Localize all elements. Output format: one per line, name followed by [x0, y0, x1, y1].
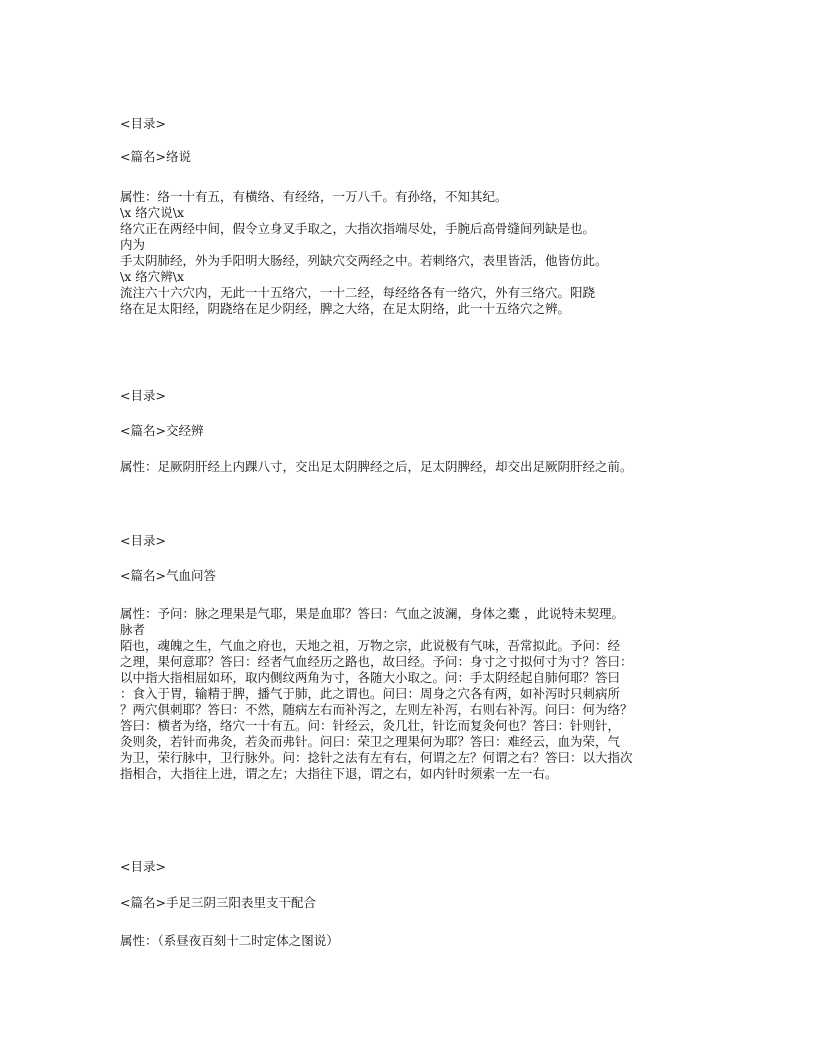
section-title: <篇名>气血问答: [120, 568, 216, 583]
body-line: 答曰：横者为络，络穴一十有五。问：针经云，灸几壮，针讫而复灸何也？答曰：针则针，: [120, 718, 621, 733]
toc-heading: <目录>: [120, 533, 166, 548]
toc-heading: <目录>: [120, 388, 166, 403]
body-line: 络穴正在两经中间，假令立身叉手取之，大指次指端尽处，手腕后高骨缝间列缺是也。: [120, 221, 596, 236]
body-line: 属性：络一十有五，有横络、有经络，一万八千。有孙络，不知其纪。: [120, 189, 508, 204]
body-line: 为卫，荣行脉中，卫行脉外。问：捻针之法有左有右，何谓之左？何谓之右？答曰：以大指次: [120, 750, 633, 765]
body-line: 指相合，大指往上进，谓之左；大指往下退，谓之右，如内针时须索一左一右。: [120, 766, 558, 781]
section-title: <篇名>交经辨: [120, 423, 204, 438]
body-line: 络在足太阳经，阴跷络在足少阴经，脾之大络，在足太阴络，此一十五络穴之辨。: [120, 301, 571, 316]
toc-heading: <目录>: [120, 116, 166, 131]
section-title: <篇名>手足三阴三阳表里支干配合: [120, 895, 316, 910]
toc-heading: <目录>: [120, 859, 166, 874]
body-line: ？两穴俱刺耶？答曰：不然，随病左右而补泻之，左则左补泻，右则右补泻。问曰：何为络？: [120, 702, 633, 717]
body-line: 手太阴肺经，外为手阳明大肠经，列缺穴交两经之中。若刺络穴，表里皆活，他皆仿此。: [120, 253, 608, 268]
body-line: 灸则灸，若针而弗灸，若灸而弗针。问曰：荣卫之理果何为耶？答曰：难经云，血为荣，气: [120, 734, 621, 749]
body-line: \x 络穴辨\x: [120, 269, 184, 284]
body-line: ：食入于胃，输精于脾，播气于肺，此之谓也。问曰：周身之穴各有两，如补泻时只刺病所: [120, 686, 621, 701]
body-line: 属性：予问：脉之理果是气耶，果是血耶？答曰：气血之波澜，身体之橐 ，此说特未契理。: [120, 606, 624, 621]
body-line: 陌也，魂魄之生，气血之府也，天地之祖，万物之宗，此说极有气味，吾常拟此。予问：经: [120, 638, 621, 653]
body-line: 流注六十六穴内，无此一十五络穴，一十二经，每经络各有一络穴，外有三络穴。阳跷: [120, 285, 596, 300]
body-line: 脉者: [120, 622, 146, 637]
body-line: 内为: [120, 237, 146, 252]
body-line: 之理，果何意耶？答曰：经者气血经历之路也，故曰经。予问：身寸之寸拟何寸为寸？答曰：: [120, 654, 633, 669]
body-line: 属性：（系昼夜百刻十二时定体之图说）: [120, 933, 339, 948]
section-title: <篇名>络说: [120, 149, 191, 164]
body-line: \x 络穴说\x: [120, 205, 184, 220]
body-line: 以中指大指相屈如环，取内侧纹两角为寸，各随大小取之。问：手太阴经起自肺何耶？答曰: [120, 670, 621, 685]
body-line: 属性：足厥阴肝经上内踝八寸，交出足太阴脾经之后，足太阴脾经，却交出足厥阴肝经之前。: [120, 459, 633, 474]
